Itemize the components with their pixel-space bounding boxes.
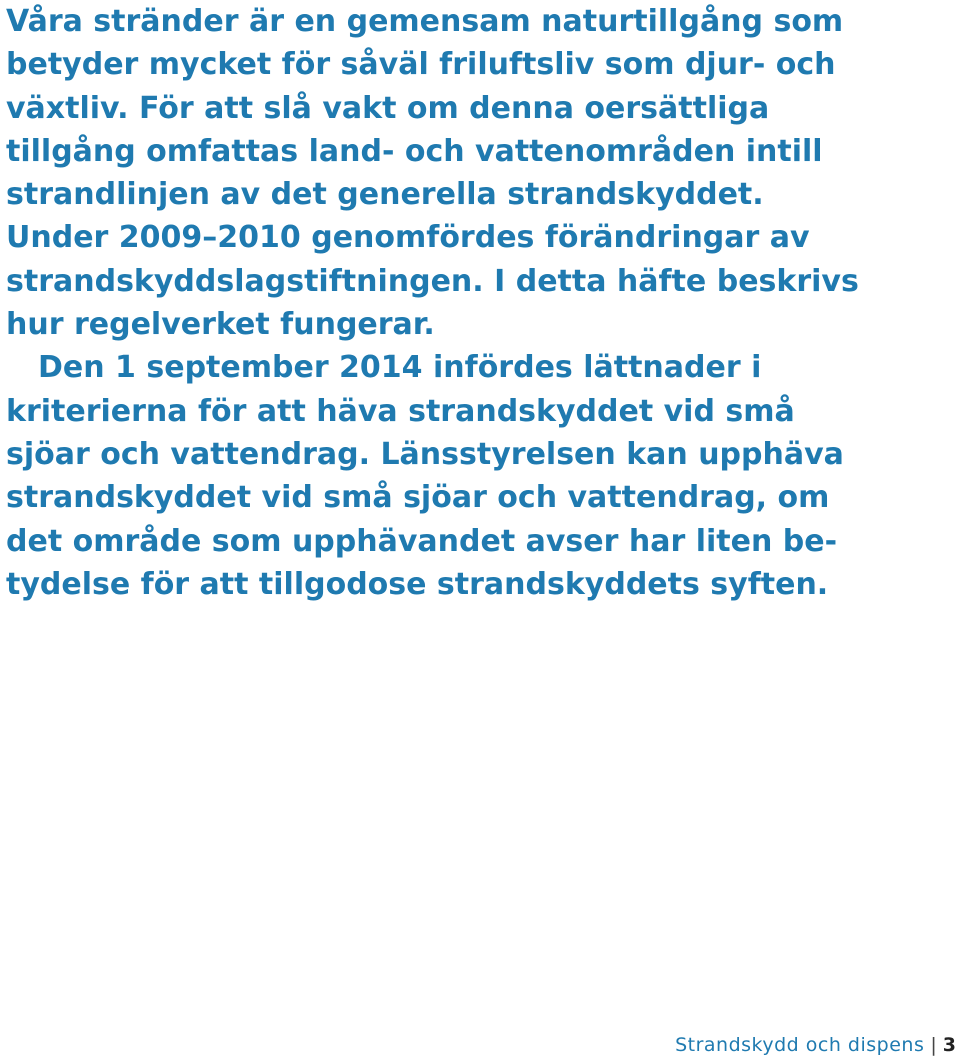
paragraph-2-line: kriterierna för att häva strandskyddet vid små [6,393,795,429]
paragraph-1-line: strandlinjen av det generella strandskyddet. [6,177,764,213]
paragraph-1-line: betyder mycket för såväl friluftsliv som djur- och [6,47,836,83]
page-footer [675,1033,956,1057]
paragraph-1-line: växtliv. För att slå vakt om denna oersättliga [6,90,770,126]
paragraph-1-line: Våra stränder är en gemensam naturtillgång som [6,4,844,39]
paragraph-2-line: sjöar och vattendrag. Länsstyrelsen kan upphäva [6,436,844,472]
paragraph-2-line: det område som upphävandet avser har liten be- [6,523,838,559]
paragraph-2-line: Den 1 september 2014 infördes lättnader i [38,350,762,386]
paragraph-1-line: hur regelverket fungerar. [6,307,435,343]
paragraph-1-line: strandskyddslagstiftningen. I detta häfte beskrivs [6,263,859,299]
paragraph-2-line: tydelse för att tillgodose strandskyddets syften. [6,566,829,602]
paragraph-1-line: Under 2009–2010 genomfördes förändringar av [6,220,810,256]
footer-separator: | [930,1034,937,1056]
body-text [6,0,956,606]
page-number: 3 [942,1034,956,1056]
paragraph-1-line: tillgång omfattas land- och vattenområden intill [6,133,823,169]
paragraph-2-line: strandskyddet vid små sjöar och vattendrag, om [6,480,830,516]
footer-title: Strandskydd och dispens [675,1034,925,1056]
